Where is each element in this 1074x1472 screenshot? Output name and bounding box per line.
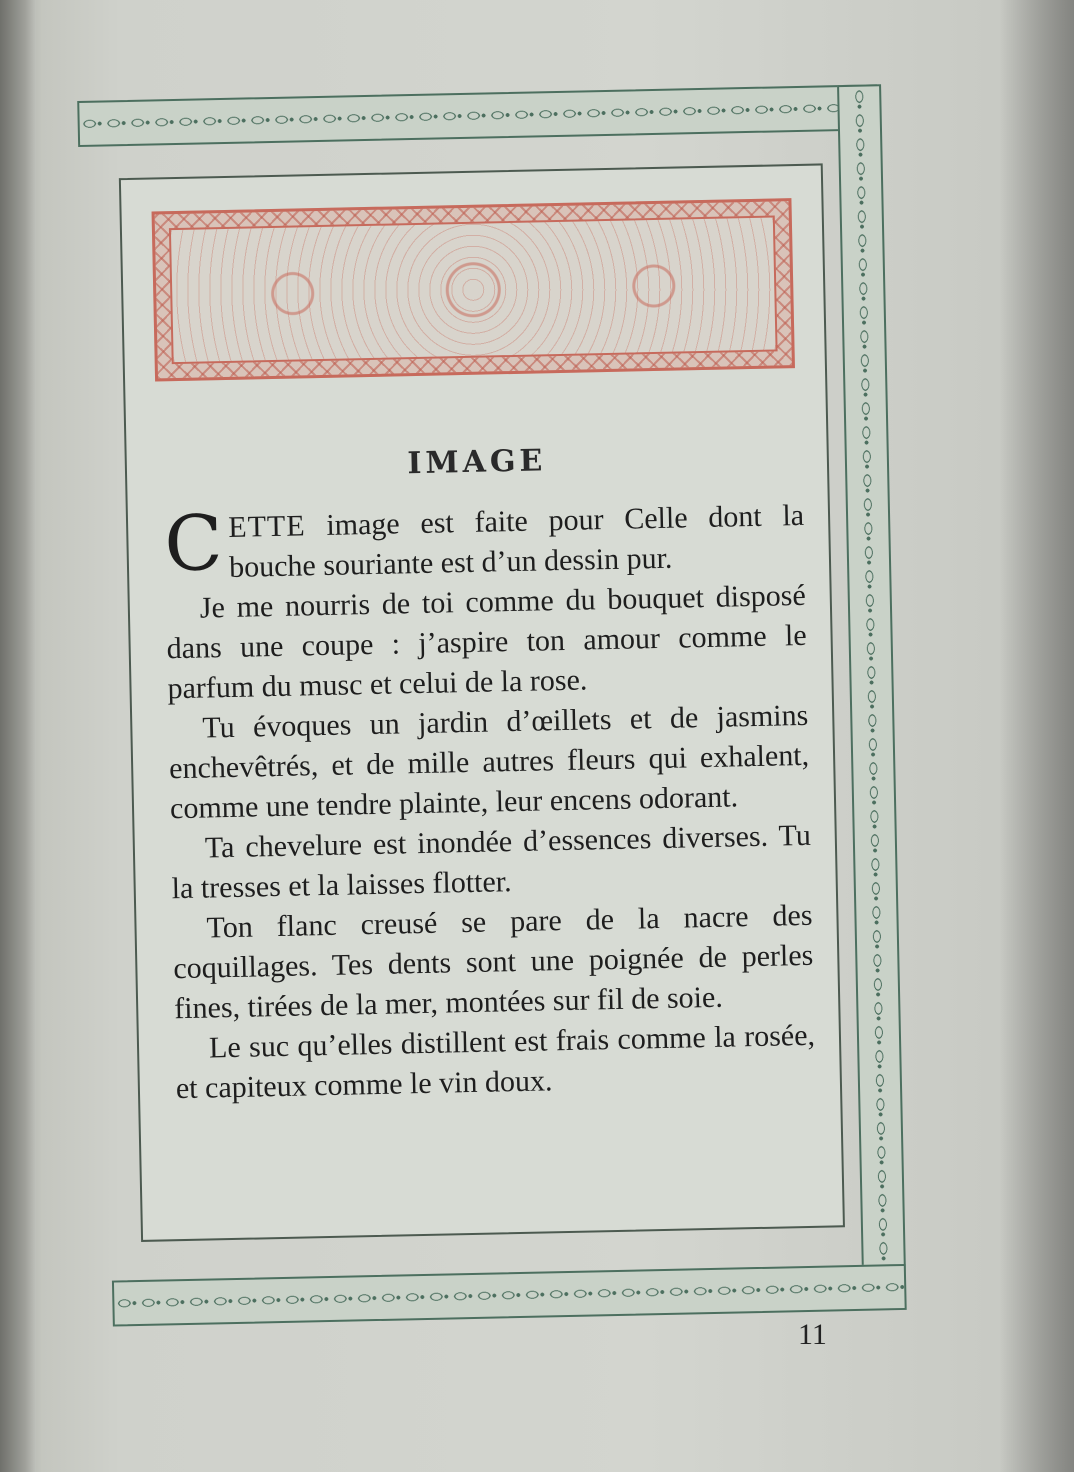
bottom-ornamental-border — [112, 1264, 907, 1327]
page-title: IMAGE — [406, 443, 547, 482]
page-frame — [77, 83, 953, 1331]
paragraph-4: Ta chevelure est inondée d’essences diverses. Tu la tresses et la laisses flotter. — [171, 818, 812, 906]
red-headpiece-ornament — [152, 198, 795, 381]
first-word-smallcaps: ETTE — [227, 509, 306, 544]
book-gutter — [0, 0, 36, 1472]
page-number: 11 — [798, 1318, 827, 1351]
drop-cap: C — [163, 498, 224, 589]
text-panel — [119, 163, 845, 1242]
paragraph-6: Le suc qu’elles distillent est frais comme la rosée, et capiteux comme le vin doux. — [175, 1018, 816, 1106]
paragraph-3: Tu évoques un jardin d’œillets et de jasmins enchevêtrés, et de mille autres fleurs qui exhalent, comme une tendre plainte, leur encens odorant. — [168, 698, 810, 826]
arabesque-pattern — [169, 215, 778, 364]
page-shadow — [1000, 0, 1074, 1472]
paragraph-1 — [164, 496, 806, 589]
right-ornamental-border — [837, 84, 906, 1275]
top-ornamental-border — [77, 84, 878, 147]
poem-body — [164, 496, 816, 1109]
paragraph-1-text: image est faite pour Celle dont la bouche souriante est d’un dessin pur. — [228, 498, 805, 584]
paragraph-2: Je me nourris de toi comme du bouquet disposé dans une coupe : j’aspire ton amour comme le parfum du musc et celui de la rose. — [166, 578, 807, 706]
paragraph-5: Ton flanc creusé se pare de la nacre des coquillages. Tes dents sont une poignée de perles fines, tirées de la mer, montées sur fil de soie. — [173, 898, 814, 1026]
